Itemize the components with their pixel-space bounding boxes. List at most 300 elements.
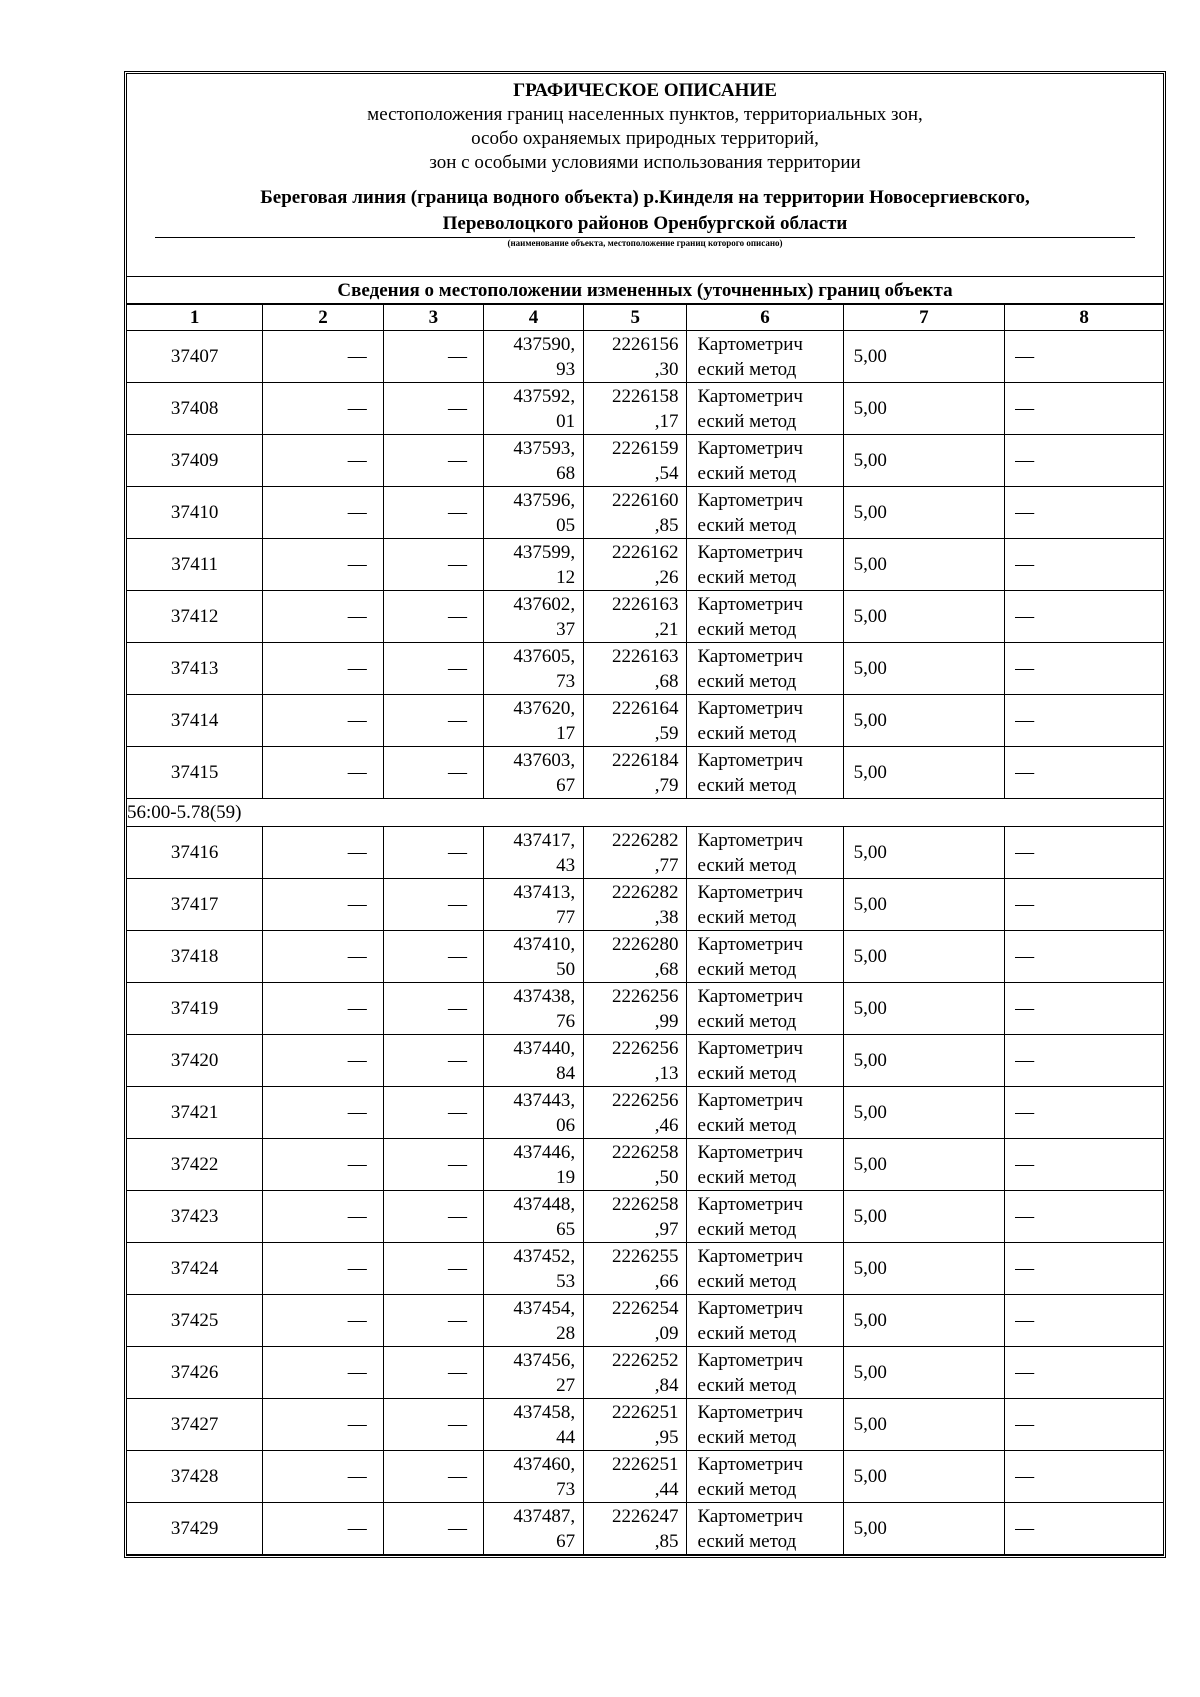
table-row: [127, 1139, 1163, 1191]
new-y-cell: [584, 331, 687, 383]
table-row: [127, 1191, 1163, 1243]
old-x-cell: —: [263, 487, 384, 539]
new-x-cell: [483, 747, 583, 799]
new-y-cell: [584, 1347, 687, 1399]
old-x-cell: —: [263, 1503, 384, 1555]
old-y-cell: —: [383, 1087, 483, 1139]
y-integer: 2226282: [611, 829, 679, 851]
y-integer: 2226256: [611, 1089, 679, 1111]
description-cell: —: [1005, 591, 1163, 643]
method-line: еский метод: [697, 1530, 797, 1552]
point-id: 37416: [127, 827, 263, 879]
document-title: ГРАФИЧЕСКОЕ ОПИСАНИЕ: [513, 80, 777, 101]
new-x-cell: [483, 1451, 583, 1503]
x-fraction: 28: [556, 1322, 576, 1344]
old-y-cell: —: [383, 1139, 483, 1191]
table-row: [127, 1087, 1163, 1139]
method-cell: [687, 1139, 843, 1191]
accuracy-cell: 5,00: [843, 435, 1005, 487]
description-cell: —: [1005, 1451, 1163, 1503]
accuracy-cell: 5,00: [843, 1295, 1005, 1347]
method-cell: [687, 827, 843, 879]
y-integer: 2226258: [611, 1193, 679, 1215]
y-fraction: ,30: [654, 358, 679, 380]
description-cell: —: [1005, 1087, 1163, 1139]
column-header: 8: [1005, 305, 1163, 331]
table-row: [127, 879, 1163, 931]
y-integer: 2226164: [611, 697, 679, 719]
accuracy-cell: 5,00: [843, 643, 1005, 695]
old-x-cell: —: [263, 983, 384, 1035]
group-row: [127, 799, 1163, 827]
new-x-cell: [483, 1503, 583, 1555]
y-fraction: ,54: [654, 462, 679, 484]
description-cell: —: [1005, 1399, 1163, 1451]
method-line: Картометрич: [697, 1089, 803, 1111]
y-fraction: ,13: [654, 1062, 679, 1084]
old-y-cell: —: [383, 1399, 483, 1451]
method-line: Картометрич: [697, 385, 803, 407]
x-fraction: 73: [556, 670, 576, 692]
method-cell: [687, 983, 843, 1035]
method-line: еский метод: [697, 1322, 797, 1344]
x-fraction: 65: [556, 1218, 576, 1240]
x-fraction: 50: [556, 958, 576, 980]
method-cell: [687, 1347, 843, 1399]
new-y-cell: [584, 827, 687, 879]
old-x-cell: —: [263, 1191, 384, 1243]
x-integer: 437590,: [513, 333, 576, 355]
description-cell: —: [1005, 983, 1163, 1035]
x-integer: 437487,: [513, 1505, 576, 1527]
y-integer: 2226251: [611, 1453, 679, 1475]
x-integer: 437602,: [513, 593, 576, 615]
accuracy-cell: 5,00: [843, 591, 1005, 643]
point-id: 37418: [127, 931, 263, 983]
y-integer: 2226280: [611, 933, 679, 955]
description-cell: —: [1005, 1243, 1163, 1295]
x-integer: 437596,: [513, 489, 576, 511]
table-row: [127, 1399, 1163, 1451]
y-integer: 2226156: [611, 333, 679, 355]
method-cell: [687, 331, 843, 383]
y-fraction: ,26: [654, 566, 679, 588]
x-integer: 437605,: [513, 645, 576, 667]
method-cell: [687, 1191, 843, 1243]
description-cell: —: [1005, 487, 1163, 539]
new-x-cell: [483, 1347, 583, 1399]
object-name-line: Береговая линия (граница водного объекта) р.Кинделя на территории Новосергиевского,: [260, 187, 1030, 208]
x-integer: 437438,: [513, 985, 576, 1007]
method-line: еский метод: [697, 670, 797, 692]
object-name: [135, 185, 1155, 237]
y-fraction: ,46: [654, 1114, 679, 1136]
method-line: еский метод: [697, 1114, 797, 1136]
old-y-cell: —: [383, 1035, 483, 1087]
y-fraction: ,85: [654, 1530, 679, 1552]
point-id: 37420: [127, 1035, 263, 1087]
new-y-cell: [584, 1087, 687, 1139]
old-y-cell: —: [383, 1451, 483, 1503]
method-cell: [687, 539, 843, 591]
accuracy-cell: 5,00: [843, 1399, 1005, 1451]
new-y-cell: [584, 383, 687, 435]
description-cell: —: [1005, 331, 1163, 383]
coordinates-body: [127, 331, 1163, 1555]
method-line: еский метод: [697, 514, 797, 536]
old-y-cell: —: [383, 435, 483, 487]
x-integer: 437460,: [513, 1453, 576, 1475]
y-fraction: ,99: [654, 1010, 679, 1032]
section-title: Сведения о местоположении измененных (уточненных) границ объекта: [127, 277, 1163, 305]
point-id: 37429: [127, 1503, 263, 1555]
accuracy-cell: 5,00: [843, 1191, 1005, 1243]
method-cell: [687, 1503, 843, 1555]
old-y-cell: —: [383, 1347, 483, 1399]
method-line: еский метод: [697, 854, 797, 876]
x-integer: 437452,: [513, 1245, 576, 1267]
description-cell: —: [1005, 1191, 1163, 1243]
x-fraction: 19: [556, 1166, 576, 1188]
table-row: [127, 1243, 1163, 1295]
x-fraction: 01: [556, 410, 576, 432]
x-integer: 437413,: [513, 881, 576, 903]
method-line: Картометрич: [697, 1141, 803, 1163]
y-integer: 2226251: [611, 1401, 679, 1423]
method-line: Картометрич: [697, 1453, 803, 1475]
table-row: [127, 695, 1163, 747]
new-y-cell: [584, 931, 687, 983]
description-cell: —: [1005, 827, 1163, 879]
x-fraction: 67: [556, 1530, 576, 1552]
point-id: 37413: [127, 643, 263, 695]
method-cell: [687, 1035, 843, 1087]
method-line: еский метод: [697, 906, 797, 928]
new-y-cell: [584, 1399, 687, 1451]
y-fraction: ,59: [654, 722, 679, 744]
new-y-cell: [584, 435, 687, 487]
y-integer: 2226163: [611, 593, 679, 615]
point-id: 37407: [127, 331, 263, 383]
method-line: еский метод: [697, 722, 797, 744]
method-line: Картометрич: [697, 749, 803, 771]
point-id: 37428: [127, 1451, 263, 1503]
old-x-cell: —: [263, 747, 384, 799]
new-y-cell: [584, 1503, 687, 1555]
x-integer: 437443,: [513, 1089, 576, 1111]
point-id: 37410: [127, 487, 263, 539]
new-x-cell: [483, 1139, 583, 1191]
old-x-cell: —: [263, 1243, 384, 1295]
point-id: 37415: [127, 747, 263, 799]
x-fraction: 27: [556, 1374, 576, 1396]
point-id: 37408: [127, 383, 263, 435]
old-x-cell: —: [263, 1087, 384, 1139]
method-line: еский метод: [697, 618, 797, 640]
new-x-cell: [483, 539, 583, 591]
old-y-cell: —: [383, 331, 483, 383]
x-fraction: 05: [556, 514, 576, 536]
new-y-cell: [584, 539, 687, 591]
old-x-cell: —: [263, 827, 384, 879]
point-id: 37427: [127, 1399, 263, 1451]
method-line: еский метод: [697, 1218, 797, 1240]
table-row: [127, 487, 1163, 539]
y-fraction: ,97: [654, 1218, 679, 1240]
y-integer: 2226252: [611, 1349, 679, 1371]
old-y-cell: —: [383, 643, 483, 695]
x-fraction: 17: [556, 722, 576, 744]
old-y-cell: —: [383, 487, 483, 539]
y-fraction: ,68: [654, 670, 679, 692]
x-integer: 437603,: [513, 749, 576, 771]
method-cell: [687, 931, 843, 983]
y-fraction: ,85: [654, 514, 679, 536]
y-fraction: ,21: [654, 618, 679, 640]
y-integer: 2226282: [611, 881, 679, 903]
y-fraction: ,84: [654, 1374, 679, 1396]
accuracy-cell: 5,00: [843, 879, 1005, 931]
x-fraction: 93: [556, 358, 576, 380]
method-line: Картометрич: [697, 1401, 803, 1423]
method-cell: [687, 487, 843, 539]
point-id: 37424: [127, 1243, 263, 1295]
new-x-cell: [483, 1035, 583, 1087]
old-y-cell: —: [383, 931, 483, 983]
old-y-cell: —: [383, 827, 483, 879]
x-integer: 437593,: [513, 437, 576, 459]
method-line: Картометрич: [697, 697, 803, 719]
method-line: еский метод: [697, 462, 797, 484]
accuracy-cell: 5,00: [843, 1087, 1005, 1139]
description-cell: —: [1005, 539, 1163, 591]
new-x-cell: [483, 383, 583, 435]
method-cell: [687, 1087, 843, 1139]
column-header: 2: [263, 305, 384, 331]
x-integer: 437454,: [513, 1297, 576, 1319]
y-fraction: ,17: [654, 410, 679, 432]
method-line: еский метод: [697, 410, 797, 432]
x-integer: 437446,: [513, 1141, 576, 1163]
description-cell: —: [1005, 1035, 1163, 1087]
column-header: 6: [687, 305, 843, 331]
accuracy-cell: 5,00: [843, 331, 1005, 383]
column-header: 3: [383, 305, 483, 331]
method-line: Картометрич: [697, 645, 803, 667]
old-x-cell: —: [263, 879, 384, 931]
method-cell: [687, 643, 843, 695]
method-line: Картометрич: [697, 489, 803, 511]
old-y-cell: —: [383, 983, 483, 1035]
y-fraction: ,44: [654, 1478, 679, 1500]
x-fraction: 84: [556, 1062, 576, 1084]
y-integer: 2226247: [611, 1505, 679, 1527]
new-y-cell: [584, 643, 687, 695]
subtitle-line: зон с особыми условиями использования территории: [429, 152, 861, 173]
old-x-cell: —: [263, 435, 384, 487]
new-x-cell: [483, 1243, 583, 1295]
x-integer: 437592,: [513, 385, 576, 407]
method-cell: [687, 1243, 843, 1295]
new-y-cell: [584, 1451, 687, 1503]
x-integer: 437417,: [513, 829, 576, 851]
method-line: Картометрич: [697, 1297, 803, 1319]
new-x-cell: [483, 1191, 583, 1243]
x-fraction: 43: [556, 854, 576, 876]
method-cell: [687, 1451, 843, 1503]
new-x-cell: [483, 487, 583, 539]
old-y-cell: —: [383, 539, 483, 591]
object-name-caption: (наименование объекта, местоположение границ которого описано): [507, 238, 783, 248]
x-fraction: 67: [556, 774, 576, 796]
point-id: 37425: [127, 1295, 263, 1347]
accuracy-cell: 5,00: [843, 1243, 1005, 1295]
method-line: еский метод: [697, 566, 797, 588]
column-header: 1: [127, 305, 263, 331]
new-x-cell: [483, 879, 583, 931]
method-line: Картометрич: [697, 437, 803, 459]
new-x-cell: [483, 591, 583, 643]
x-fraction: 37: [556, 618, 576, 640]
method-line: еский метод: [697, 1270, 797, 1292]
x-integer: 437448,: [513, 1193, 576, 1215]
old-x-cell: —: [263, 695, 384, 747]
method-line: еский метод: [697, 1166, 797, 1188]
description-cell: —: [1005, 695, 1163, 747]
method-cell: [687, 879, 843, 931]
y-integer: 2226258: [611, 1141, 679, 1163]
y-fraction: ,95: [654, 1426, 679, 1448]
y-fraction: ,09: [654, 1322, 679, 1344]
new-y-cell: [584, 1295, 687, 1347]
accuracy-cell: 5,00: [843, 487, 1005, 539]
y-fraction: ,68: [654, 958, 679, 980]
method-line: Картометрич: [697, 1037, 803, 1059]
old-x-cell: —: [263, 383, 384, 435]
method-cell: [687, 1295, 843, 1347]
method-line: еский метод: [697, 1062, 797, 1084]
old-x-cell: —: [263, 1451, 384, 1503]
method-cell: [687, 1399, 843, 1451]
x-fraction: 06: [556, 1114, 576, 1136]
table-row: [127, 747, 1163, 799]
table-row: [127, 1451, 1163, 1503]
point-id: 37409: [127, 435, 263, 487]
description-cell: —: [1005, 643, 1163, 695]
x-fraction: 53: [556, 1270, 576, 1292]
new-x-cell: [483, 1087, 583, 1139]
method-line: Картометрич: [697, 1245, 803, 1267]
method-line: еский метод: [697, 1478, 797, 1500]
description-cell: —: [1005, 1295, 1163, 1347]
accuracy-cell: 5,00: [843, 931, 1005, 983]
accuracy-cell: 5,00: [843, 1451, 1005, 1503]
point-id: 37422: [127, 1139, 263, 1191]
new-y-cell: [584, 1191, 687, 1243]
point-id: 37423: [127, 1191, 263, 1243]
table-row: [127, 539, 1163, 591]
table-row: [127, 383, 1163, 435]
method-line: Картометрич: [697, 593, 803, 615]
new-y-cell: [584, 1243, 687, 1295]
method-line: Картометрич: [697, 985, 803, 1007]
table-row: [127, 1503, 1163, 1555]
new-y-cell: [584, 487, 687, 539]
method-line: Картометрич: [697, 541, 803, 563]
new-x-cell: [483, 435, 583, 487]
y-integer: 2226159: [611, 437, 679, 459]
x-integer: 437458,: [513, 1401, 576, 1423]
new-y-cell: [584, 1139, 687, 1191]
method-line: Картометрич: [697, 333, 803, 355]
method-line: Картометрич: [697, 881, 803, 903]
column-header: 7: [843, 305, 1005, 331]
accuracy-cell: 5,00: [843, 383, 1005, 435]
old-y-cell: —: [383, 695, 483, 747]
point-id: 37411: [127, 539, 263, 591]
method-cell: [687, 747, 843, 799]
method-line: еский метод: [697, 1374, 797, 1396]
new-x-cell: [483, 331, 583, 383]
y-fraction: ,50: [654, 1166, 679, 1188]
y-integer: 2226256: [611, 1037, 679, 1059]
old-y-cell: —: [383, 1503, 483, 1555]
description-cell: —: [1005, 1347, 1163, 1399]
table-row: [127, 983, 1163, 1035]
old-y-cell: —: [383, 879, 483, 931]
old-x-cell: —: [263, 931, 384, 983]
x-fraction: 44: [556, 1426, 576, 1448]
x-fraction: 68: [556, 462, 576, 484]
accuracy-cell: 5,00: [843, 1035, 1005, 1087]
description-cell: —: [1005, 1503, 1163, 1555]
table-row: [127, 591, 1163, 643]
x-fraction: 77: [556, 906, 576, 928]
new-y-cell: [584, 695, 687, 747]
table-row: [127, 827, 1163, 879]
old-y-cell: —: [383, 747, 483, 799]
old-y-cell: —: [383, 1295, 483, 1347]
column-header: 4: [483, 305, 583, 331]
old-y-cell: —: [383, 591, 483, 643]
description-cell: —: [1005, 435, 1163, 487]
y-fraction: ,38: [654, 906, 679, 928]
old-y-cell: —: [383, 1243, 483, 1295]
old-y-cell: —: [383, 383, 483, 435]
method-line: еский метод: [697, 1010, 797, 1032]
document-header: [127, 74, 1163, 277]
new-y-cell: [584, 747, 687, 799]
new-x-cell: [483, 695, 583, 747]
y-fraction: ,77: [654, 854, 679, 876]
table-row: [127, 1295, 1163, 1347]
table-row: [127, 435, 1163, 487]
x-integer: 437456,: [513, 1349, 576, 1371]
table-row: [127, 1347, 1163, 1399]
accuracy-cell: 5,00: [843, 1503, 1005, 1555]
subtitle-line: местоположения границ населенных пунктов, территориальных зон,: [367, 104, 923, 125]
column-header: 5: [584, 305, 687, 331]
old-x-cell: —: [263, 1139, 384, 1191]
x-fraction: 73: [556, 1478, 576, 1500]
method-line: еский метод: [697, 358, 797, 380]
y-integer: 2226158: [611, 385, 679, 407]
y-integer: 2226163: [611, 645, 679, 667]
method-cell: [687, 383, 843, 435]
method-line: Картометрич: [697, 1505, 803, 1527]
y-integer: 2226162: [611, 541, 679, 563]
column-number-row: [127, 305, 1163, 331]
